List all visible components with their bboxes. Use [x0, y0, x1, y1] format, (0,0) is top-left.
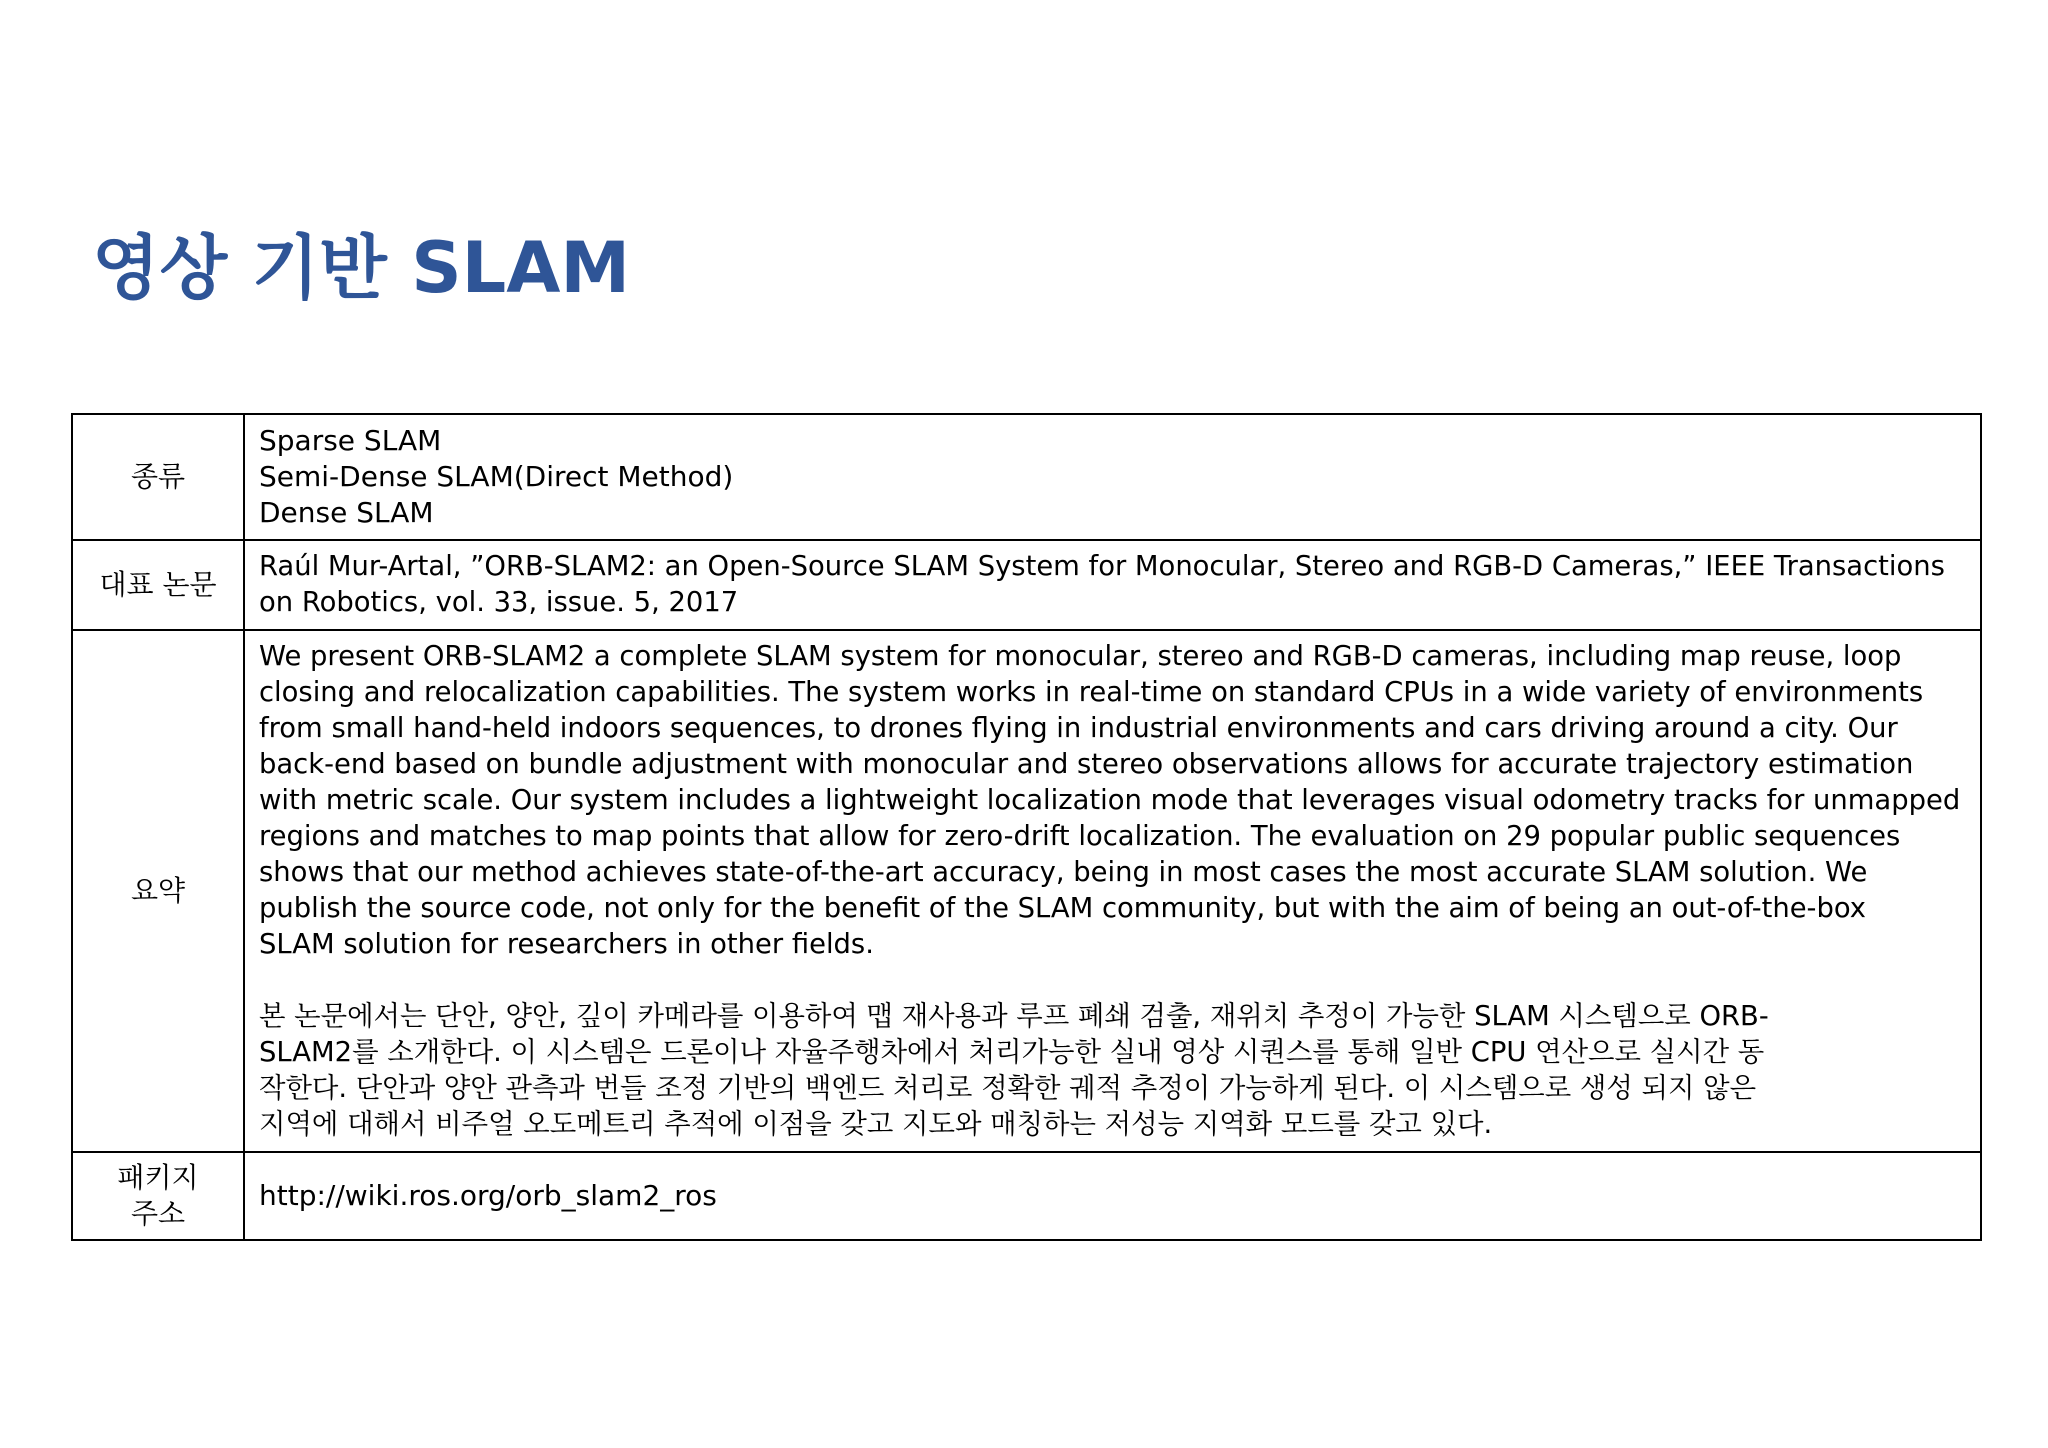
row-label-text: 주소	[130, 1197, 186, 1230]
row-content-type	[244, 414, 1981, 540]
row-label-package	[72, 1152, 244, 1240]
summary-ko-line: SLAM2를 소개한다. 이 시스템은 드론이나 자율주행차에서 처리가능한 실내 영상 시퀀스를 통해 일반 CPU 연산으로 실시간 동	[259, 1037, 1765, 1068]
info-table	[71, 413, 1982, 1241]
summary-ko-line: 작한다. 단안과 양안 관측과 번들 조정 기반의 백엔드 처리로 정확한 궤적 추정이 가능하게 된다. 이 시스템으로 생성 되지 않은	[259, 1073, 1757, 1104]
summary-en-line: SLAM solution for researchers in other fields.	[259, 929, 874, 960]
page-title: 영상 기반 SLAM	[92, 227, 631, 309]
summary-en-line: We present ORB-SLAM2 a complete SLAM system for monocular, stereo and RGB-D cameras, including map reuse, loop	[259, 641, 1902, 672]
table-row-type	[72, 414, 1981, 540]
row-label-text: 대표 논문	[99, 568, 217, 601]
type-item: Dense SLAM	[259, 496, 434, 529]
summary-en-line: shows that our method achieves state-of-the-art accuracy, being in most cases the most accurate SLAM solution. We	[259, 857, 1868, 888]
row-label-text: 요약	[130, 874, 186, 907]
paper-citation-line: on Robotics, vol. 33, issue. 5, 2017	[259, 587, 739, 618]
summary-en-line: with metric scale. Our system includes a lightweight localization mode that leverages visual odometry tracks for unmapped	[259, 785, 1961, 816]
row-content-summary	[244, 630, 1981, 1152]
row-label-paper	[72, 540, 244, 630]
package-url-link[interactable]: http://wiki.ros.org/orb_slam2_ros	[259, 1179, 717, 1212]
table-row-summary	[72, 630, 1981, 1152]
summary-en-line: regions and matches to map points that allow for zero-drift localization. The evaluation on 29 popular public sequences	[259, 821, 1901, 852]
row-label-text: 패키지	[117, 1161, 199, 1194]
summary-en-line: closing and relocalization capabilities. The system works in real-time on standard CPUs in a wide variety of environments	[259, 677, 1924, 708]
paragraph-gap	[259, 963, 1966, 999]
summary-en-line: publish the source code, not only for the benefit of the SLAM community, but with the aim of being an out-of-the-box	[259, 893, 1866, 924]
type-item: Sparse SLAM	[259, 424, 442, 457]
row-label-type	[72, 414, 244, 540]
summary-ko-line: 지역에 대해서 비주얼 오도메트리 추적에 이점을 갖고 지도와 매칭하는 저성능 지역화 모드를 갖고 있다.	[259, 1109, 1493, 1140]
summary-ko-line: 본 논문에서는 단안, 양안, 깊이 카메라를 이용하여 맵 재사용과 루프 폐쇄 검출, 재위치 추정이 가능한 SLAM 시스템으로 ORB-	[259, 1001, 1769, 1032]
table-row-package	[72, 1152, 1981, 1240]
paper-citation-line: Raúl Mur-Artal, ”ORB-SLAM2: an Open-Source SLAM System for Monocular, Stereo and RGB-D Cameras,” IEEE Transactions	[259, 551, 1945, 582]
summary-en-line: from small hand-held indoors sequences, to drones flying in industrial environments and cars driving around a city. Our	[259, 713, 1898, 744]
row-content-package	[244, 1152, 1981, 1240]
type-item: Semi-Dense SLAM(Direct Method)	[259, 460, 734, 493]
summary-en-line: back-end based on bundle adjustment with monocular and stereo observations allows for accurate trajectory estimation	[259, 749, 1914, 780]
row-content-paper	[244, 540, 1981, 630]
table-row-paper	[72, 540, 1981, 630]
row-label-summary	[72, 630, 244, 1152]
row-label-text: 종류	[130, 460, 186, 493]
